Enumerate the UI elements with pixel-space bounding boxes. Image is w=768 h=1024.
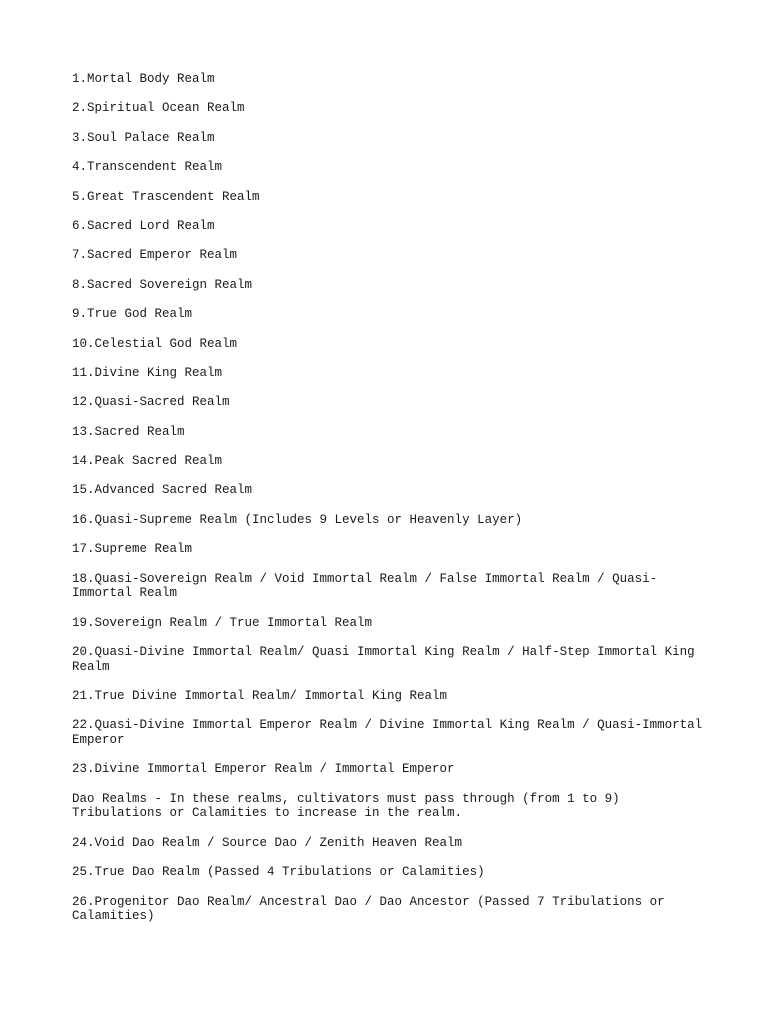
- realm-item-2: 2.Spiritual Ocean Realm: [72, 101, 245, 116]
- dao-realms-note: Dao Realms - In these realms, cultivators must pass through (from 1 to 9) Tribulations or Calamities to increase in the realm.: [72, 791, 620, 821]
- realm-item-24: 24.Void Dao Realm / Source Dao / Zenith Heaven Realm: [72, 835, 463, 850]
- realm-item-26: 26.Progenitor Dao Realm/ Ancestral Dao / Dao Ancestor (Passed 7 Tribulations or Calamities): [72, 894, 665, 924]
- realm-item-18: 18.Quasi-Sovereign Realm / Void Immortal Realm / False Immortal Realm / Quasi-Immortal Realm: [72, 571, 658, 601]
- realm-item-12: 12.Quasi-Sacred Realm: [72, 395, 230, 410]
- realm-item-23: 23.Divine Immortal Emperor Realm / Immortal Emperor: [72, 762, 455, 777]
- realm-item-8: 8.Sacred Sovereign Realm: [72, 277, 253, 292]
- realm-item-20: 20.Quasi-Divine Immortal Realm/ Quasi Immortal King Realm / Half-Step Immortal King Realm: [72, 645, 695, 674]
- realm-item-10: 10.Celestial God Realm: [72, 336, 238, 351]
- realm-item-16: 16.Quasi-Supreme Realm (Includes 9 Levels or Heavenly Layer): [72, 512, 523, 527]
- realm-item-7: 7.Sacred Emperor Realm: [72, 248, 238, 263]
- realm-item-21: 21.True Divine Immortal Realm/ Immortal King Realm: [72, 689, 448, 703]
- realm-item-1: 1.Mortal Body Realm: [72, 72, 215, 86]
- realm-item-14: 14.Peak Sacred Realm: [72, 454, 223, 469]
- realm-item-3: 3.Soul Palace Realm: [72, 130, 215, 145]
- realm-item-22: 22.Quasi-Divine Immortal Emperor Realm / Divine Immortal King Realm / Quasi-Immortal Emperor: [72, 718, 703, 747]
- realm-item-15: 15.Advanced Sacred Realm: [72, 483, 253, 498]
- realm-item-11: 11.Divine King Realm: [72, 365, 223, 380]
- realm-item-13: 13.Sacred Realm: [72, 424, 185, 439]
- realm-item-5: 5.Great Trascendent Realm: [72, 189, 260, 204]
- document-page: [72, 72, 712, 939]
- realm-item-6: 6.Sacred Lord Realm: [72, 218, 215, 233]
- realm-item-9: 9.True God Realm: [72, 307, 193, 322]
- realm-item-19: 19.Sovereign Realm / True Immortal Realm: [72, 615, 373, 630]
- realm-item-25: 25.True Dao Realm (Passed 4 Tribulations or Calamities): [72, 865, 485, 880]
- realm-item-4: 4.Transcendent Realm: [72, 160, 223, 175]
- realm-item-17: 17.Supreme Realm: [72, 542, 193, 557]
